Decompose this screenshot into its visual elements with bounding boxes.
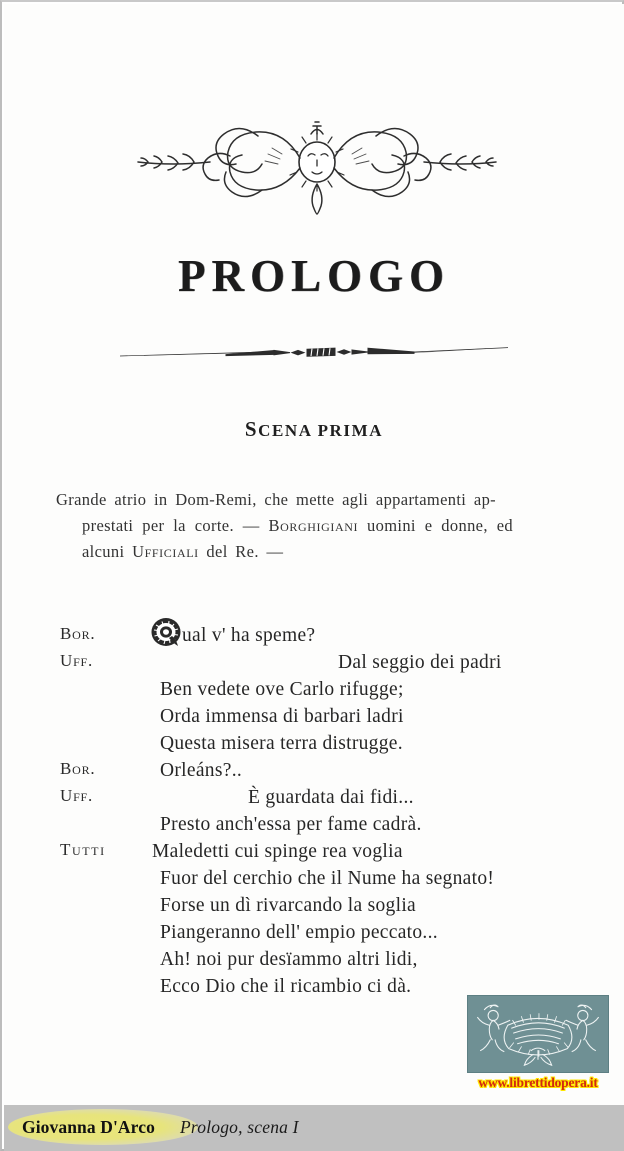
verse-text: Fuor del cerchio che il Nume ha segnato! bbox=[160, 868, 495, 889]
stage-direction-line-3-pre: alcuni bbox=[82, 542, 133, 561]
verse-row-10 bbox=[60, 892, 600, 919]
verse-text: Ecco Dio che il ricambio ci dà. bbox=[160, 976, 412, 997]
verse-text: Maledetti cui spinge rea voglia bbox=[152, 841, 403, 862]
ornamental-divider-icon bbox=[114, 336, 514, 370]
verse-row-5 bbox=[60, 757, 600, 784]
librettidopera-logo[interactable] bbox=[467, 995, 609, 1095]
logo-emblem-icon bbox=[467, 995, 609, 1073]
speaker-label: Bor. bbox=[60, 624, 96, 643]
character-name-borghigiani: Borghigiani bbox=[268, 516, 359, 535]
speaker-label: Bor. bbox=[60, 759, 96, 778]
verse-text: Questa misera terra distrugge. bbox=[160, 733, 403, 754]
decorated-initial-icon bbox=[150, 616, 184, 650]
stage-direction-line-2-pre: prestati per la corte. — bbox=[82, 516, 269, 535]
footer-bar bbox=[4, 1105, 624, 1151]
verse-row-4 bbox=[60, 730, 600, 757]
verse-text: ual v' ha speme? bbox=[182, 625, 316, 646]
verse-row-3 bbox=[60, 703, 600, 730]
verse-row-11 bbox=[60, 919, 600, 946]
verse-row-8 bbox=[60, 838, 600, 865]
verse-row-7 bbox=[60, 811, 600, 838]
scene-heading-rest: CENA PRIMA bbox=[258, 421, 384, 440]
verse-text: Orleáns?.. bbox=[160, 760, 243, 781]
verse-row-9 bbox=[60, 865, 600, 892]
stage-direction-line-3 bbox=[56, 539, 572, 565]
stage-direction-line-2 bbox=[56, 513, 572, 539]
verse-text: Orda immensa di barbari ladri bbox=[160, 706, 404, 727]
verse-row-0 bbox=[60, 622, 600, 649]
ornamental-vignette-icon bbox=[122, 104, 512, 219]
verse-row-1 bbox=[60, 649, 600, 676]
speaker-label: Tutti bbox=[60, 840, 106, 859]
scanned-page-sheet bbox=[4, 4, 624, 1105]
verse-text: Ah! noi pur desïammo altri lidi, bbox=[160, 949, 418, 970]
footer-scene-label: Prologo, scena I bbox=[180, 1117, 299, 1137]
scene-heading bbox=[4, 417, 624, 442]
stage-direction-line-2-post: uomini e donne, ed bbox=[358, 516, 513, 535]
character-name-ufficiali: Ufficiali bbox=[132, 542, 199, 561]
dialogue-block bbox=[60, 622, 600, 1000]
logo-url-text[interactable]: www.librettidopera.it bbox=[478, 1075, 598, 1090]
stage-direction bbox=[56, 487, 572, 565]
verse-row-12 bbox=[60, 946, 600, 973]
scene-heading-initial: S bbox=[244, 417, 259, 441]
footer-opera-title: Giovanna D'Arco bbox=[22, 1117, 155, 1137]
page-title: PROLOGO bbox=[177, 251, 450, 301]
verse-row-6 bbox=[60, 784, 600, 811]
speaker-label: Uff. bbox=[60, 786, 94, 805]
stage-direction-line-3-post: del Re. — bbox=[198, 542, 284, 561]
verse-text: Presto anch'essa per fame cadrà. bbox=[160, 814, 422, 835]
verse-text: È guardata dai fidi... bbox=[248, 787, 414, 808]
verse-row-2 bbox=[60, 676, 600, 703]
verse-text: Forse un dì rivarcando la soglia bbox=[160, 895, 416, 916]
stage-direction-line-1: Grande atrio in Dom-Remi, che mette agli appartamenti ap- bbox=[56, 490, 497, 509]
verse-text: Ben vedete ove Carlo rifugge; bbox=[160, 679, 404, 700]
verse-text: Piangeranno dell' empio peccato... bbox=[160, 922, 438, 943]
verse-text: Dal seggio dei padri bbox=[338, 652, 502, 673]
speaker-label: Uff. bbox=[60, 651, 94, 670]
